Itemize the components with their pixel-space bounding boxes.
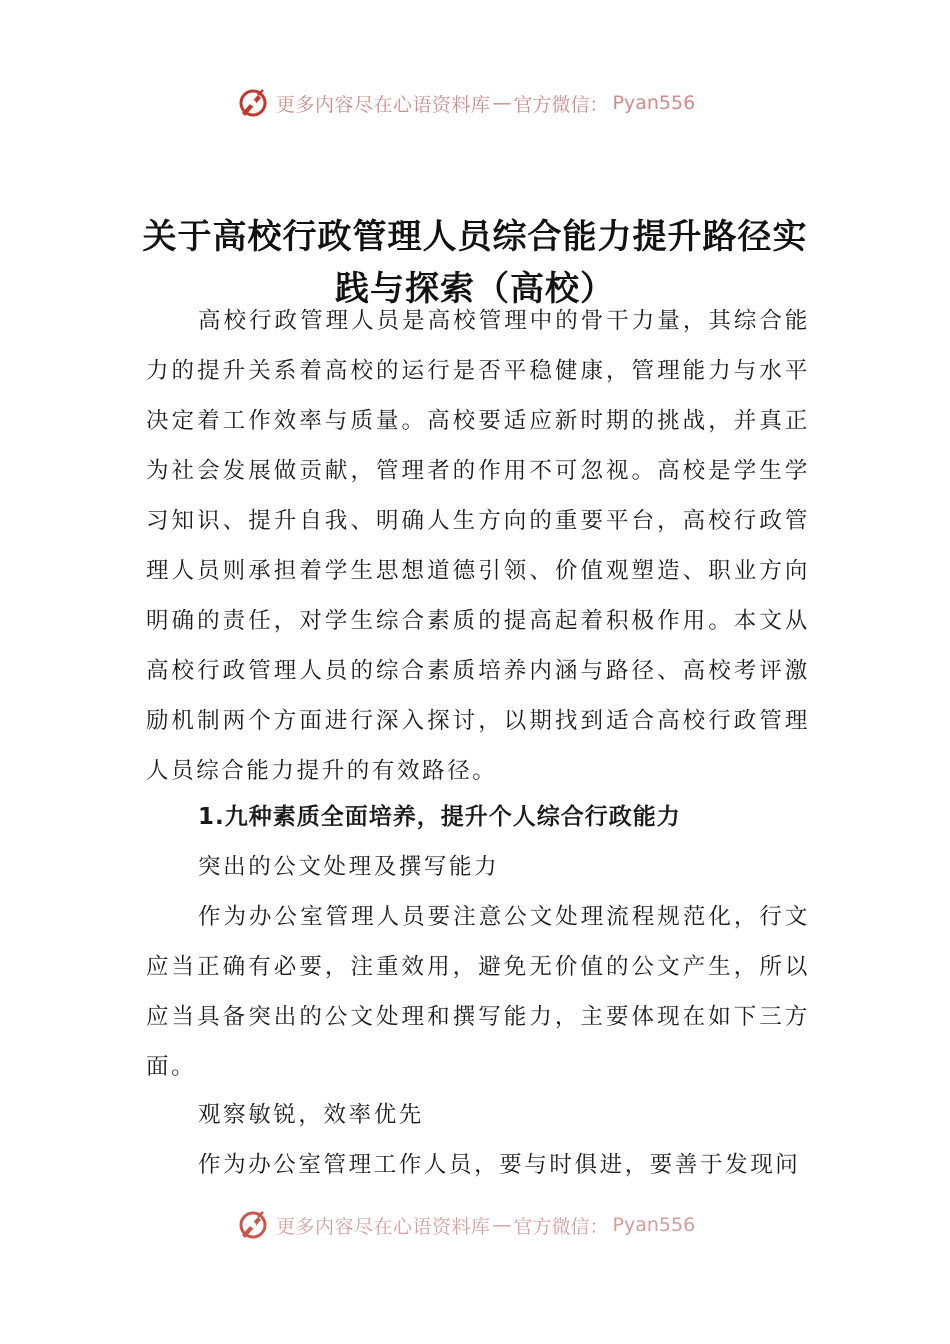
pen-logo-icon	[236, 1208, 270, 1242]
watermark-separator: —	[492, 92, 512, 114]
watermark-wechat-label: 官方微信：	[513, 1215, 609, 1238]
watermark-wechat-id: Pyan556	[612, 1214, 696, 1236]
pen-logo-icon	[236, 86, 270, 120]
section-heading: 1.九种素质全面培养，提升个人综合行政能力	[198, 804, 681, 830]
watermark-wechat-id: Pyan556	[612, 92, 696, 114]
intro-paragraph: 高校行政管理人员是高校管理中的骨干力量，其综合能力的提升关系着高校的运行是否平稳健康，管理能力与水平决定着工作效率与质量。高校要适应新时期的挑战，并真正为社会发展做贡献，管理者的作用不可忽视。高校是学生学习知识、提升自我、明确人生方向的重要平台，高校行政管理人员则承担着学生思想道德引领、价值观塑造、职业方向明确的责任，对学生综合素质的提高起着积极作用。本文从高校行政管理人员的综合素质培养内涵与路径、高校考评激励机制两个方面进行深入探讨，以期找到适合高校行政管理人员综合能力提升的有效路径。	[146, 308, 810, 784]
subheading-document-writing: 突出的公文处理及撰写能力	[198, 854, 500, 880]
observation-paragraph: 作为办公室管理工作人员，要与时俱进，要善于发现问	[198, 1152, 801, 1178]
header-watermark	[236, 86, 695, 120]
watermark-brand: 更多内容尽在心语资料库	[276, 1215, 491, 1238]
watermark-wechat-label: 官方微信：	[513, 93, 609, 116]
subheading-observation: 观察敏锐，效率优先	[198, 1102, 424, 1128]
watermark-brand: 更多内容尽在心语资料库	[276, 93, 491, 116]
watermark-separator: —	[492, 1214, 512, 1236]
document-title: 关于高校行政管理人员综合能力提升路径实践与探索（高校）	[142, 216, 808, 309]
footer-watermark	[236, 1208, 695, 1242]
document-writing-paragraph: 作为办公室管理人员要注意公文处理流程规范化，行文应当正确有必要，注重效用，避免无价值的公文产生，所以应当具备突出的公文处理和撰写能力，主要体现在如下三方面。	[146, 904, 810, 1080]
